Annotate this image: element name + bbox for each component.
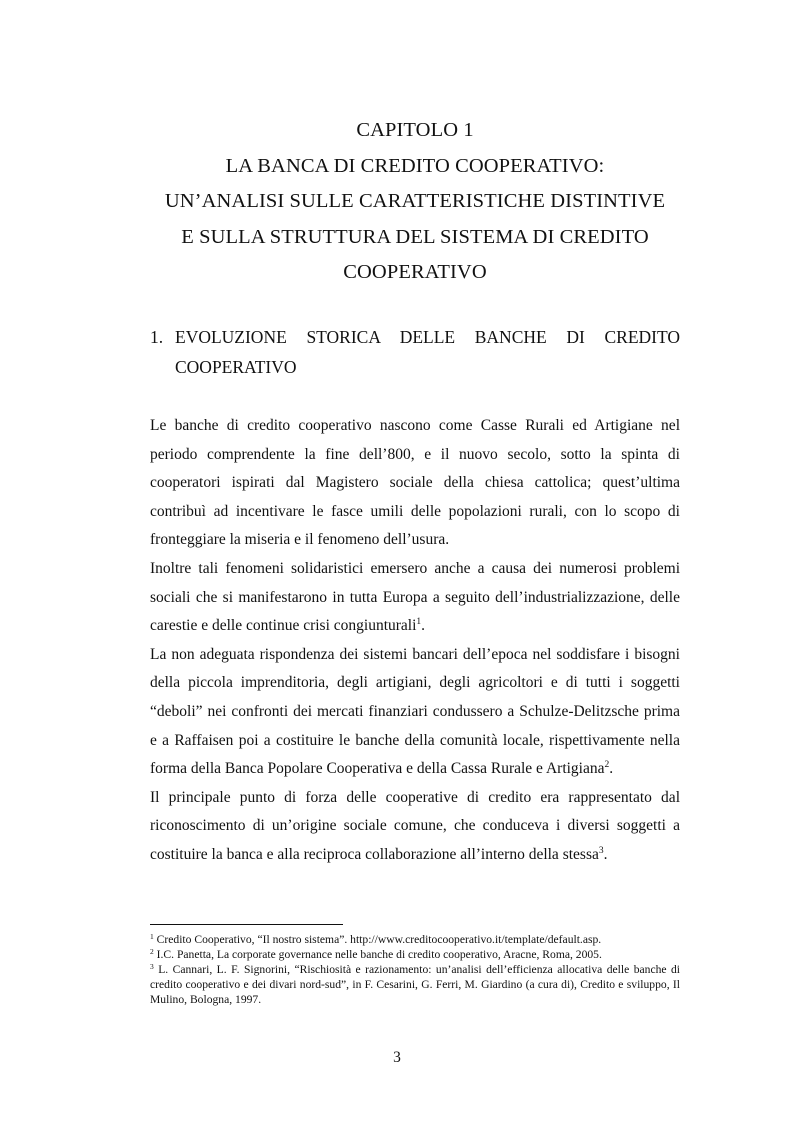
footnote (150, 932, 680, 947)
footnote-ref[interactable]: 1 (416, 617, 422, 628)
footnote-text: I.C. Panetta, La corporate governance nelle banche di credito cooperativo, Aracne, Roma, 2005. (156, 948, 602, 961)
chapter-title-line: COOPERATIVO (343, 261, 487, 283)
section-number: 1. (150, 327, 164, 347)
footnote-number: 1 (150, 932, 154, 941)
footnotes (150, 932, 680, 1007)
paragraph-text: Inoltre tali fenomeni solidaristici emersero anche a causa dei numerosi problemi sociali che si manifestarono in tutta Europa a seguito dell’industrializzazione, delle carestie e delle continue crisi congiunturali (150, 559, 680, 635)
footnote-number: 3 (150, 962, 154, 971)
section-title-line: COOPERATIVO (175, 357, 297, 377)
paragraph-tail: . (421, 617, 426, 635)
section-heading (150, 322, 680, 382)
chapter-title-line: E SULLA STRUTTURA DEL SISTEMA DI CREDITO (181, 225, 649, 248)
body-text (150, 412, 680, 870)
footnote-text: Credito Cooperativo, “Il nostro sistema”. http://www.creditocooperativo.it/template/default.asp. (156, 933, 602, 946)
footnote-number: 2 (150, 947, 154, 956)
paragraph-tail: . (603, 845, 608, 863)
footnote (150, 947, 680, 962)
page-number: 3 (393, 1049, 401, 1066)
footnote-separator (150, 924, 343, 925)
chapter-number: CAPITOLO 1 (356, 119, 474, 141)
chapter-title-line: LA BANCA DI CREDITO COOPERATIVO: (225, 154, 605, 177)
paragraph (150, 412, 680, 555)
paragraph (150, 555, 680, 641)
paragraph-tail: . (609, 760, 614, 778)
footnote-text: L. Cannari, L. F. Signorini, “Rischiosità e razionamento: un’analisi dell’efficienza allocativa delle banche di credito cooperativo e dei divari nord-sud”, in F. Cesarini, G. Ferri, M. Giardino (a cura di), Credito e sviluppo, Il Mulino, Bologna, 1997. (150, 963, 680, 1006)
paragraph-text: Il principale punto di forza delle cooperative di credito era rappresentato dal riconoscimento di un’origine sociale comune, che conduceva i diversi soggetti a costituire la banca e alla reciproca collaborazione all’interno della stessa (150, 788, 680, 863)
section-title-line: EVOLUZIONE STORICA DELLE BANCHE DI CREDITO (175, 327, 680, 347)
footnote (150, 962, 680, 1007)
footnote-ref[interactable]: 3 (598, 845, 604, 856)
paragraph (150, 641, 680, 784)
chapter-heading (150, 113, 680, 291)
paragraph-text: Le banche di credito cooperativo nascono come Casse Rurali ed Artigiane nel periodo comprendente la fine dell’800, e il nuovo secolo, sotto la spinta di cooperatori ispirati dal Magistero sociale della chiesa cattolica; quest’ultima contribuì ad incentivare le fasce umili delle popolazioni rurali, con lo scopo di fronteggiare la miseria e il fenomeno dell’usura. (150, 417, 680, 549)
paragraph (150, 784, 680, 870)
footnote-ref[interactable]: 2 (604, 760, 610, 771)
chapter-title-line: UN’ANALISI SULLE CARATTERISTICHE DISTINTIVE (164, 190, 666, 212)
paragraph-text: La non adeguata rispondenza dei sistemi bancari dell’epoca nel soddisfare i bisogni della piccola imprenditoria, degli artigiani, degli agricoltori e di tutti i soggetti “deboli” nei confronti dei mercati finanziari condussero a Schulze-Delitzsche prima e a Raffaisen poi a costituire le banche della comunità locale, rispettivamente nella forma della Banca Popolare Cooperativa e della Cassa Rurale e Artigiana (150, 645, 680, 778)
